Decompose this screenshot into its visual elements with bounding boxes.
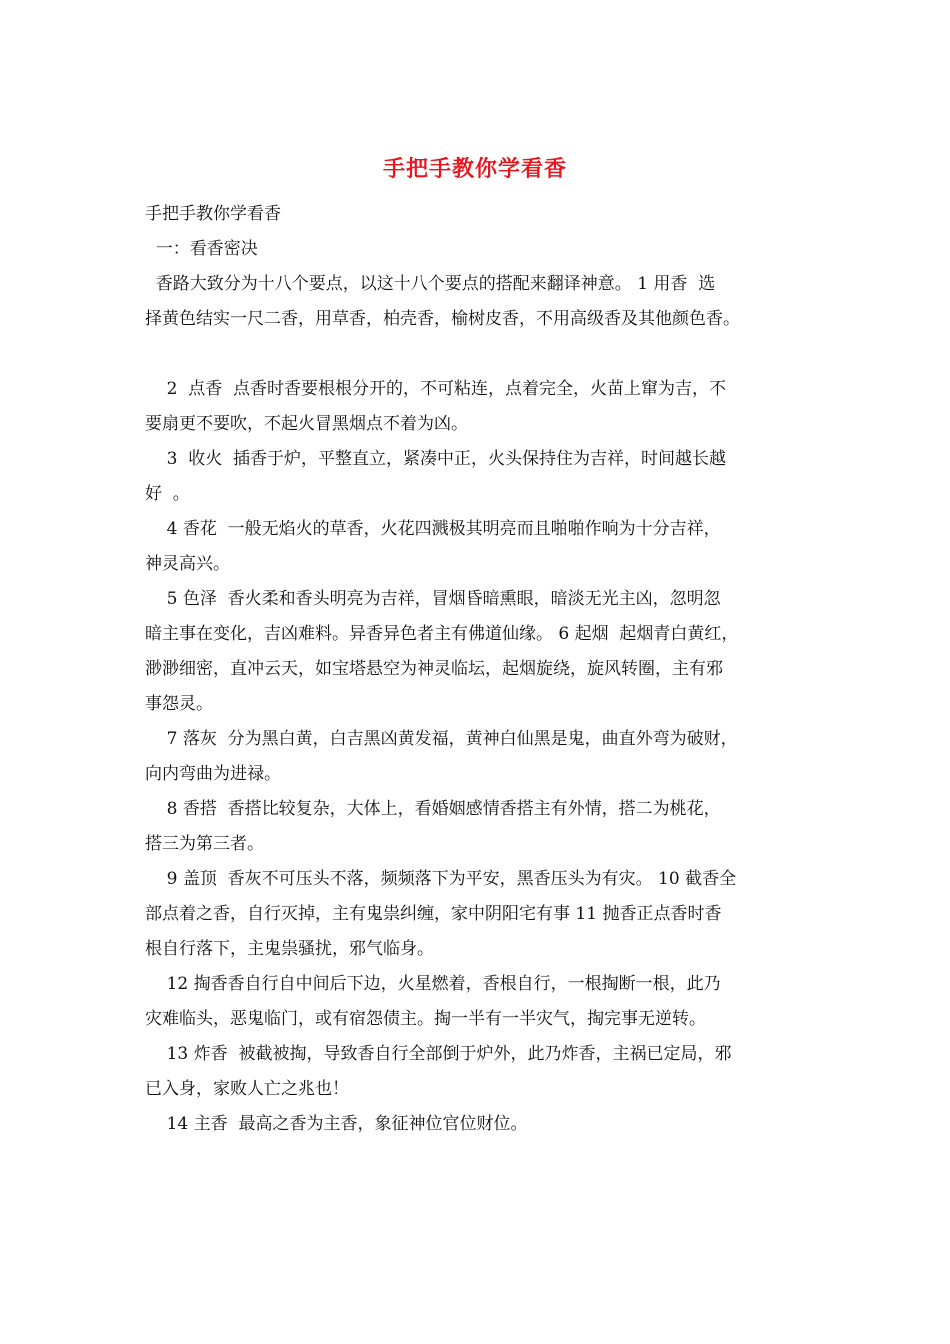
text-line: 香路大致分为十八个要点，以这十八个要点的搭配来翻译神意。 1 用香 选	[145, 274, 716, 294]
text-line: 13 炸香 被截被掏，导致香自行全部倒于炉外，此乃炸香，主祸已定局，邪	[145, 1044, 732, 1064]
text-line: 12 掏香香自行自中间后下边，火星燃着，香根自行，一根掏断一根，此乃	[145, 974, 721, 994]
text-line: 14 主香 最高之香为主香，象征神位官位财位。	[145, 1114, 528, 1134]
text-line: 已入身，家败人亡之兆也！	[145, 1079, 349, 1099]
document-title: 手把手教你学看香	[382, 156, 567, 182]
text-line: 暗主事在变化，吉凶难料。异香异色者主有佛道仙缘。 6 起烟 起烟青白黄红，	[145, 624, 739, 644]
text-line: 事怨灵。	[145, 694, 213, 714]
text-line: 手把手教你学看香	[145, 204, 281, 224]
text-line: 3 收火 插香于炉，平整直立，紧凑中正，火头保持住为吉祥，时间越长越	[145, 449, 727, 469]
text-line: 神灵高兴。	[145, 554, 230, 574]
text-line: 搭三为第三者。	[145, 834, 264, 854]
document-body	[145, 197, 810, 1142]
text-line: 4 香花 一般无焰火的草香，火花四溅极其明亮而且啪啪作响为十分吉祥，	[145, 519, 721, 539]
text-line: 好 。	[145, 484, 190, 504]
text-line: 9 盖顶 香灰不可压头不落，频频落下为平安，黑香压头为有灾。 10 截香全	[145, 869, 737, 889]
text-line: 8 香搭 香搭比较复杂，大体上，看婚姻感情香搭主有外情，搭二为桃花，	[145, 799, 721, 819]
blank-line	[145, 337, 810, 372]
text-line: 择黄色结实一尺二香，用草香，柏壳香，榆树皮香，不用高级香及其他颜色香。	[145, 309, 740, 329]
text-line: 7 落灰 分为黑白黄，白吉黑凶黄发福，黄神白仙黑是鬼，曲直外弯为破财，	[145, 729, 738, 749]
text-line: 向内弯曲为进禄。	[145, 764, 281, 784]
text-line: 一：看香密决	[145, 239, 258, 259]
text-line: 渺渺细密，直冲云天，如宝塔悬空为神灵临坛，起烟旋绕，旋风转圈，主有邪	[145, 659, 723, 679]
text-line: 根自行落下，主鬼祟骚扰，邪气临身。	[145, 939, 434, 959]
text-line: 5 色泽 香火柔和香头明亮为吉祥，冒烟昏暗熏眼，暗淡无光主凶，忽明忽	[145, 589, 721, 609]
text-line: 部点着之香，自行灭掉，主有鬼祟纠缠，家中阴阳宅有事 11 抛香正点香时香	[145, 904, 722, 924]
text-line: 要扇更不要吹，不起火冒黑烟点不着为凶。	[145, 414, 468, 434]
text-line: 2 点香 点香时香要根根分开的，不可粘连，点着完全，火苗上窜为吉，不	[145, 379, 727, 399]
text-line: 灾难临头，恶鬼临门，或有宿怨债主。掏一半有一半灾气，掏完事无逆转。	[145, 1009, 706, 1029]
